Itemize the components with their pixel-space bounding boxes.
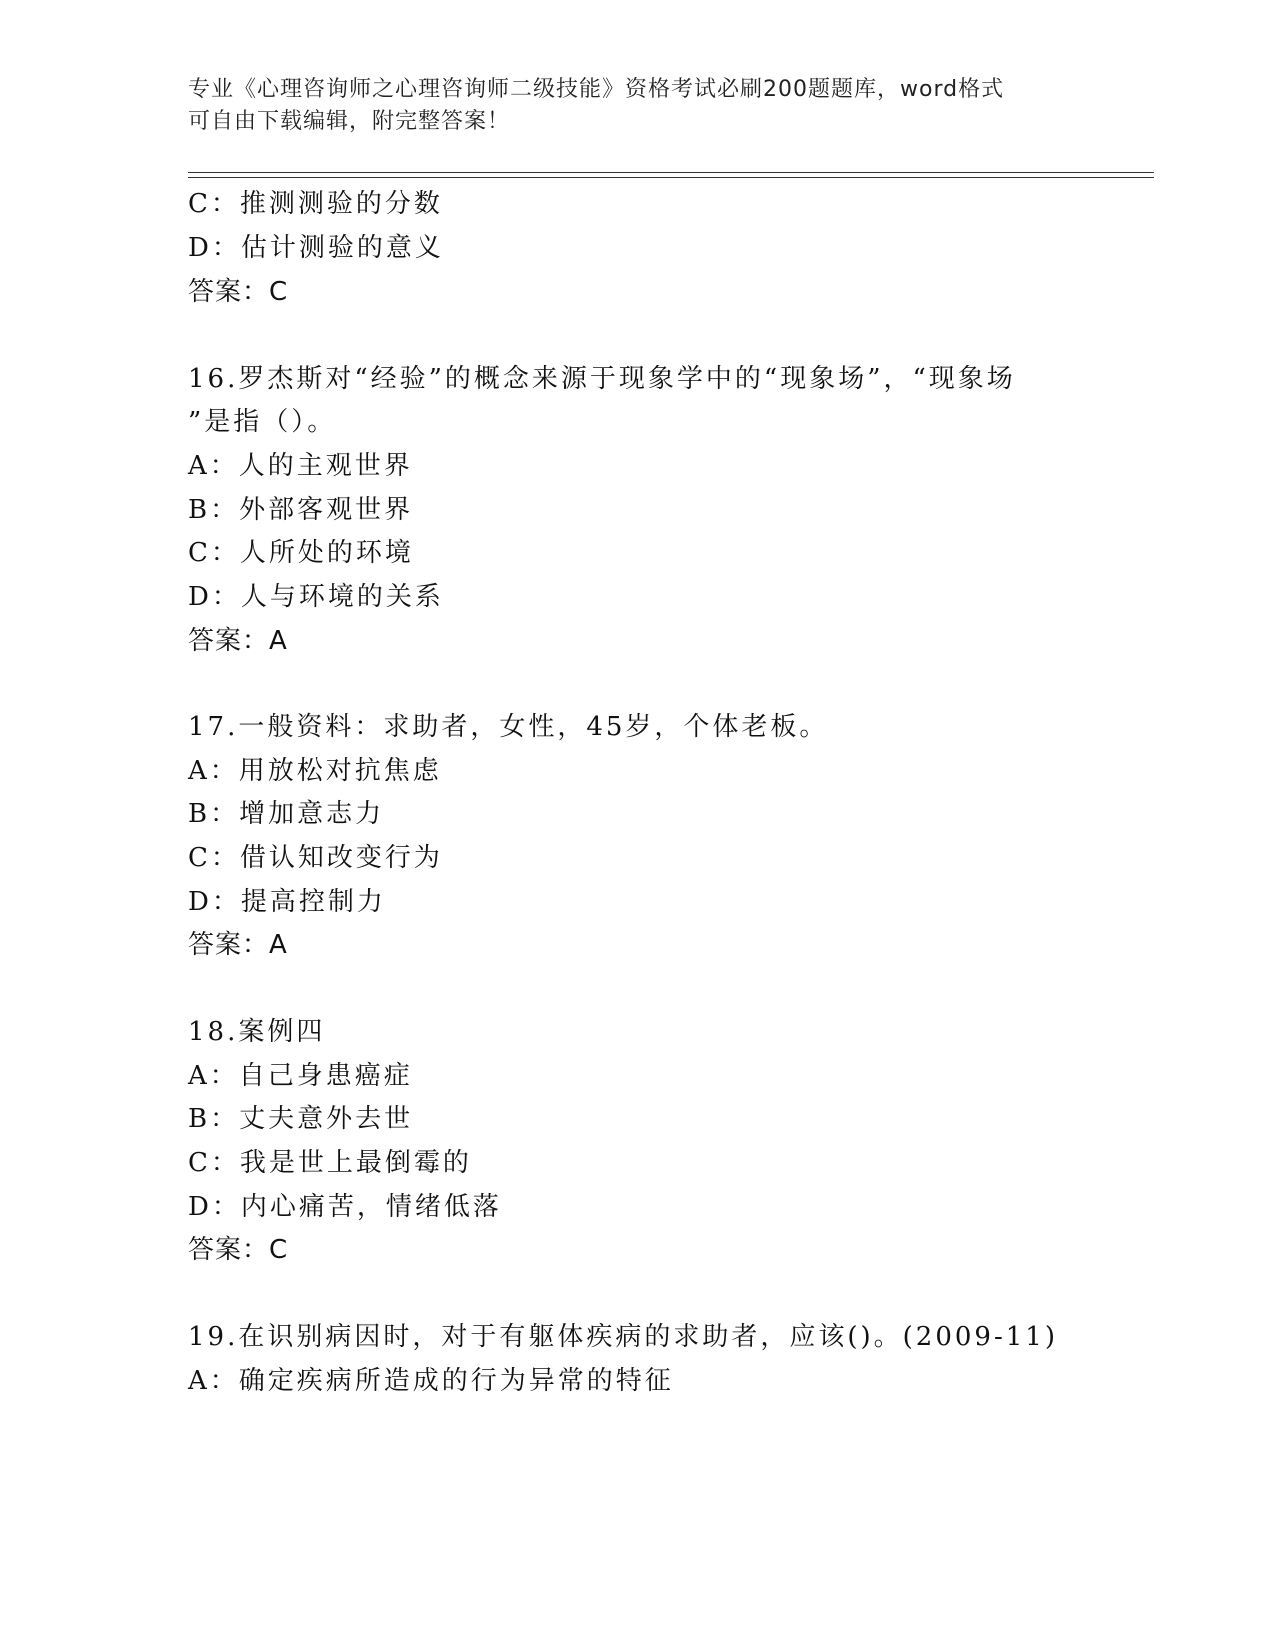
- q16-option-a: A：人的主观世界: [188, 451, 413, 481]
- q19-option-a: A：确定疾病所造成的行为异常的特征: [188, 1366, 674, 1396]
- q18-option-d: D：内心痛苦，情绪低落: [188, 1192, 502, 1222]
- q18-answer: 答案：C: [188, 1235, 289, 1265]
- q19-stem: 19.在识别病因时，对于有躯体疾病的求助者，应该()。(2009-11): [188, 1322, 1058, 1352]
- q16-stem-line-2: ”是指（）。: [188, 407, 337, 437]
- q16-option-d: D：人与环境的关系: [188, 582, 444, 612]
- q17-stem: 17.一般资料：求助者，女性，45岁，个体老板。: [188, 712, 829, 742]
- q16-answer: 答案：A: [188, 626, 288, 656]
- q15-option-d: D：估计测验的意义: [188, 233, 444, 263]
- q15-option-c: C：推测测验的分数: [188, 189, 443, 219]
- header-divider-top: [188, 172, 1154, 173]
- q17-option-b: B：增加意志力: [188, 799, 385, 829]
- q17-option-a: A：用放松对抗焦虑: [188, 756, 442, 786]
- q16-option-b: B：外部客观世界: [188, 495, 414, 525]
- document-header: [188, 74, 1068, 138]
- q17-option-c: C：借认知改变行为: [188, 843, 443, 873]
- header-divider-bottom: [188, 177, 1154, 178]
- q17-option-d: D：提高控制力: [188, 887, 386, 917]
- q17-answer: 答案：A: [188, 930, 288, 960]
- q15-answer: 答案：C: [188, 277, 289, 307]
- q16-option-c: C：人所处的环境: [188, 538, 414, 568]
- q18-option-a: A：自己身患癌症: [188, 1061, 413, 1091]
- q16-stem-line-1: 16.罗杰斯对“经验”的概念来源于现象学中的“现象场”，“现象场: [188, 364, 1016, 394]
- q18-option-b: B：丈夫意外去世: [188, 1104, 414, 1134]
- header-line-1: 专业《心理咨询师之心理咨询师二级技能》资格考试必刷200题题库，word格式: [188, 77, 1005, 102]
- q18-option-c: C：我是世上最倒霉的: [188, 1148, 472, 1178]
- header-line-2: 可自由下载编辑，附完整答案！: [188, 109, 511, 134]
- q18-stem: 18.案例四: [188, 1017, 326, 1047]
